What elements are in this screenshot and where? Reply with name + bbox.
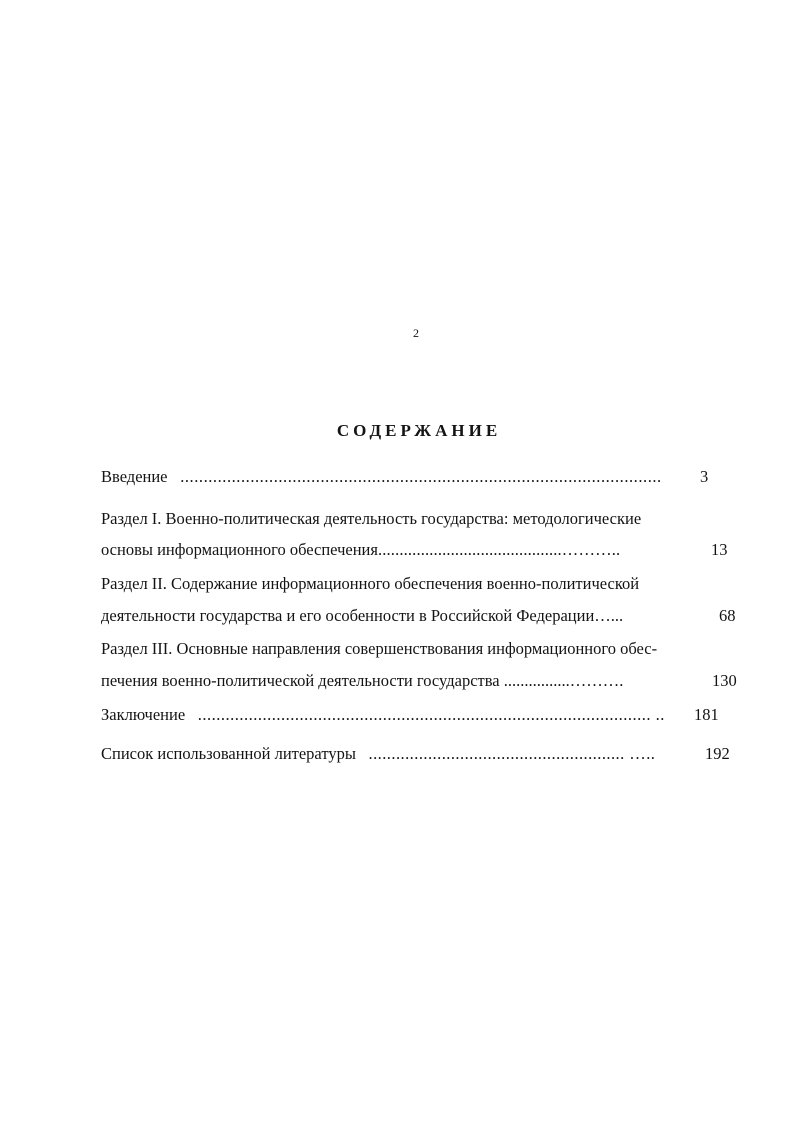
toc-page-number: 130 [712, 671, 737, 690]
toc-entry-text: Раздел III. Основные направления совершенствования информационного обес- [101, 639, 658, 658]
toc-entry-section-2-line-2 [101, 606, 623, 626]
page-number: 2 [413, 326, 419, 340]
toc-page-number: 13 [711, 540, 728, 559]
toc-page-number: 192 [705, 744, 730, 763]
toc-entry-text: основы информационного обеспечения [101, 540, 378, 559]
toc-entry-section-3-line-1 [101, 639, 657, 659]
toc-leader-dots: ...........................................……….. [377, 540, 621, 559]
toc-entry-text: Введение [101, 467, 168, 486]
toc-entry-text: Раздел II. Содержание информационного обеспечения военно-политической [101, 574, 640, 593]
toc-title: СОДЕРЖАНИЕ [336, 421, 502, 440]
toc-entry-text: печения военно-политической деятельности государства [101, 671, 500, 690]
toc-leader-dots: …... [594, 606, 624, 625]
toc-page-number: 181 [694, 705, 719, 724]
toc-leader-dots: .................................................................................................. .. [193, 705, 665, 724]
toc-entry-bibliography [101, 744, 655, 764]
toc-leader-dots: ....................................................................................................... [175, 467, 662, 486]
toc-entry-text: Раздел I. Военно-политическая деятельность государства: методологические [101, 509, 642, 528]
toc-entry-introduction [101, 467, 662, 487]
toc-entry-text: Список использованной литературы [101, 744, 356, 763]
toc-entry-conclusion [101, 705, 665, 725]
toc-page-number: 68 [719, 606, 736, 625]
toc-entry-section-3-line-2 [101, 671, 623, 691]
toc-entry-section-1-line-2 [101, 540, 620, 560]
toc-entry-text: Заключение [101, 705, 186, 724]
toc-entry-section-1-line-1 [101, 509, 641, 529]
toc-leader-dots: ........................................................ ….. [363, 744, 656, 763]
toc-leader-dots: ................………. [499, 671, 624, 690]
toc-entry-section-2-line-1 [101, 574, 639, 594]
toc-entry-text: деятельности государства и его особенности в Российской Федерации [101, 606, 595, 625]
toc-page-number: 3 [700, 467, 709, 486]
